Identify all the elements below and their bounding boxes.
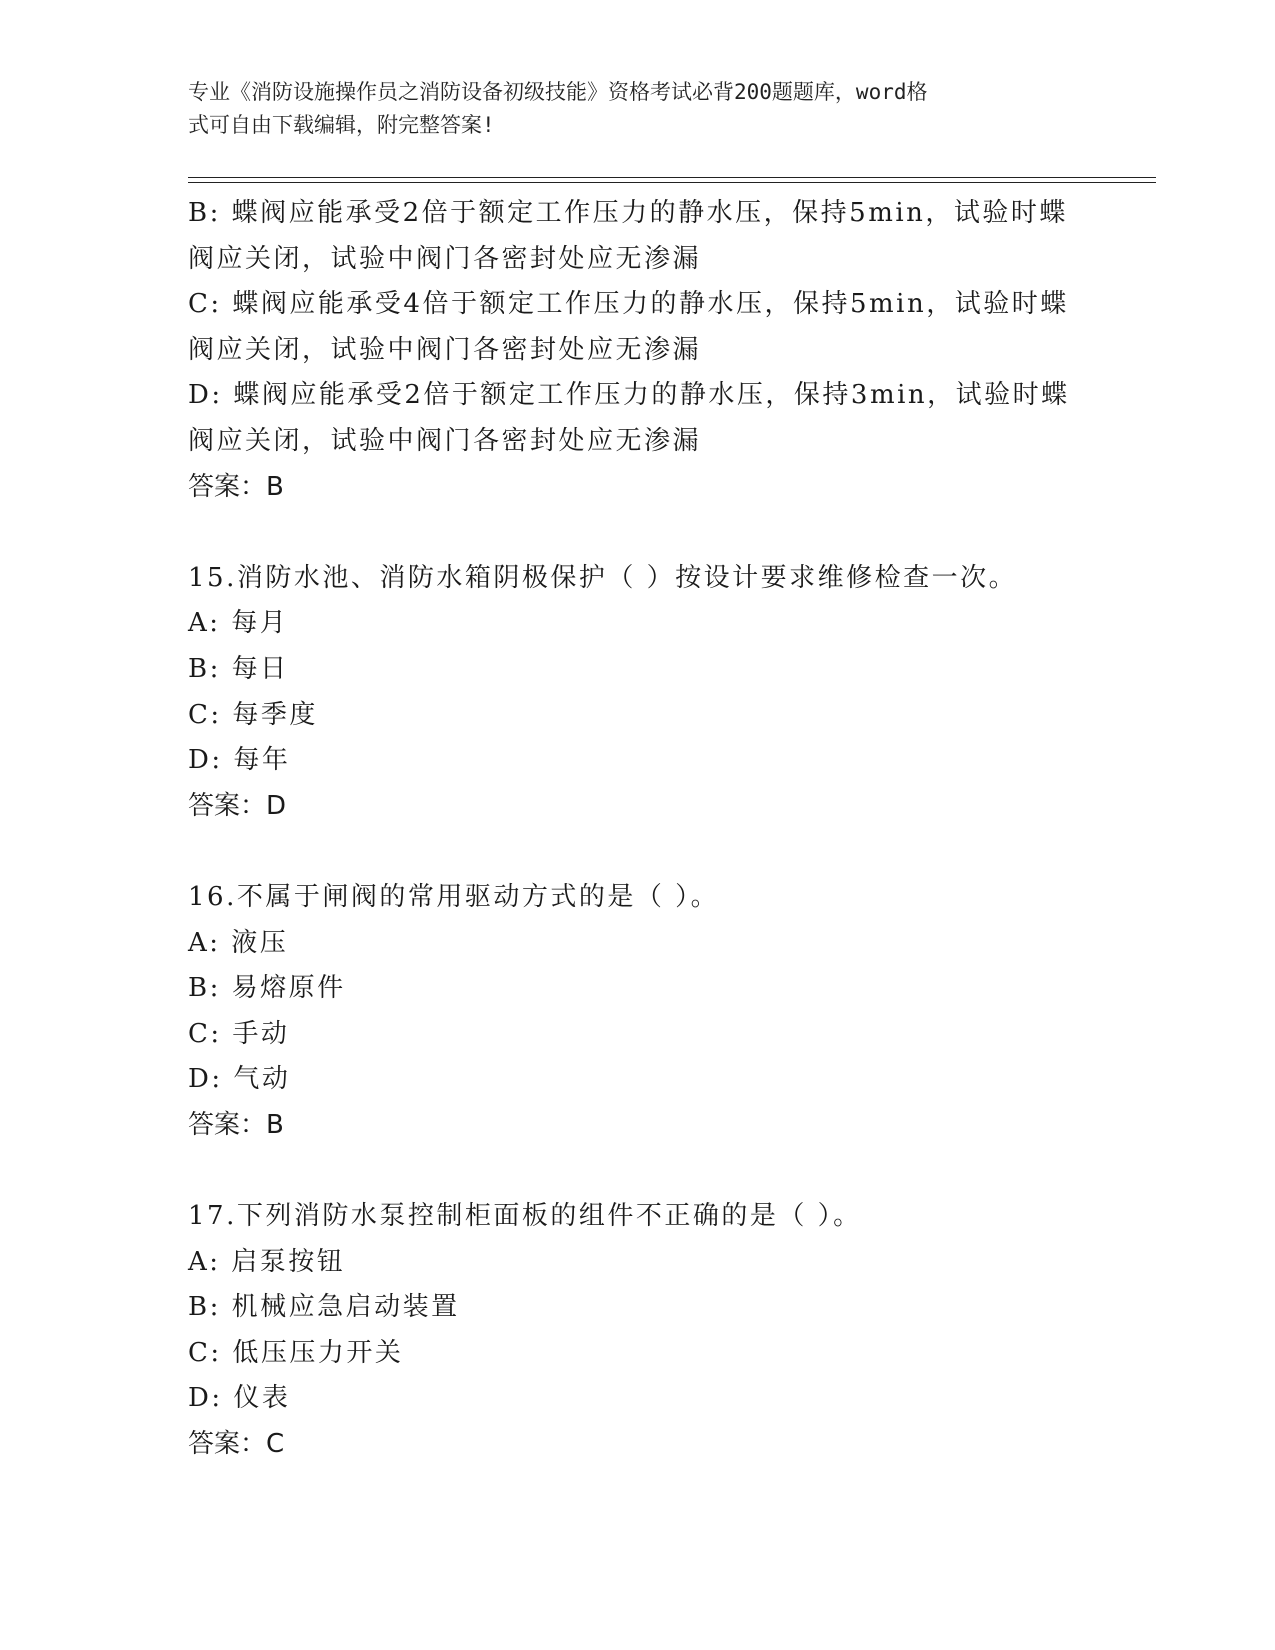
option-d: D: 仪表 [188,1383,291,1414]
option-c: C: 每季度 [188,699,318,730]
continued-question [188,191,1088,510]
option-d: D: 气动 [188,1064,291,1095]
question-15 [188,556,1088,830]
option-a: A: 启泵按钮 [188,1246,346,1277]
option-b-line-1: B: 蝶阀应能承受2倍于额定工作压力的静水压，保持5min，试验时蝶 [188,198,1068,228]
option-d-line-1: D: 蝶阀应能承受2倍于额定工作压力的静水压，保持3min，试验时蝶 [188,380,1070,411]
header-divider-bottom [188,182,1156,183]
question-content [188,191,1088,1468]
question-16 [188,875,1088,1149]
header-line-2: 式可自由下载编辑，附完整答案! [188,113,495,137]
question-stem: 15.消防水池、消防水箱阴极保护（ ）按设计要求维修检查一次。 [188,562,1018,593]
option-d: D: 每年 [188,745,291,776]
answer-line: 答案：B [188,1109,284,1140]
option-a: A: 每月 [188,608,289,639]
answer-line: 答案：D [188,790,287,821]
spacer [188,829,1088,875]
option-d-line-2: 阀应关闭，试验中阀门各密封处应无渗漏 [188,425,702,456]
option-c: C: 低压压力开关 [188,1337,404,1368]
header-line-1: 专业《消防设施操作员之消防设备初级技能》资格考试必背200题题库，word格 [188,80,928,104]
answer-line: 答案：C [188,1429,285,1460]
question-stem: 16.不属于闸阀的常用驱动方式的是（ ）。 [188,881,720,912]
question-stem: 17.下列消防水泵控制柜面板的组件不正确的是（ ）。 [188,1201,862,1232]
answer-line: 答案：B [188,471,284,502]
spacer [188,1148,1088,1194]
option-b: B: 易熔原件 [188,973,346,1004]
question-17 [188,1194,1088,1468]
option-b: B: 每日 [188,653,289,684]
document-header [188,76,1068,142]
option-c-line-2: 阀应关闭，试验中阀门各密封处应无渗漏 [188,334,702,365]
option-c: C: 手动 [188,1018,290,1049]
header-divider-top [188,177,1156,178]
spacer [188,510,1088,556]
option-b: B: 机械应急启动装置 [188,1292,460,1323]
option-a: A: 液压 [188,927,289,958]
option-b-line-2: 阀应关闭，试验中阀门各密封处应无渗漏 [188,243,702,274]
option-c-line-1: C: 蝶阀应能承受4倍于额定工作压力的静水压，保持5min，试验时蝶 [188,289,1069,320]
